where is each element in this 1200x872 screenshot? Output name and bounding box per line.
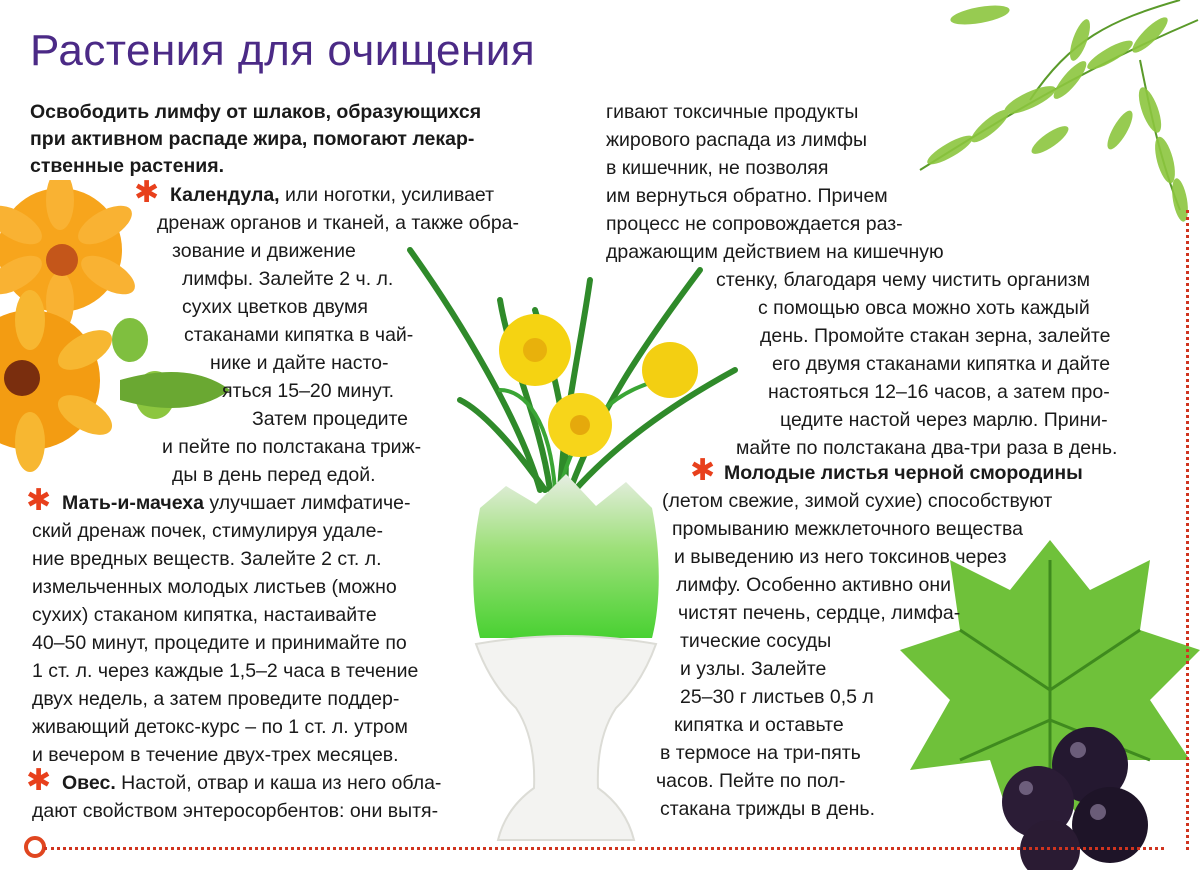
calendula-line: зование и движение (172, 240, 356, 262)
intro-line: Освободить лимфу от шлаков, образующихся (30, 101, 482, 123)
coltsfoot-line: живающий детокс-курс – по 1 ст. л. утром (32, 716, 408, 738)
oats-continuation-line: настояться 12–16 часов, а затем про- (768, 381, 1110, 403)
coltsfoot-line: измельченных молодых листьев (можно (32, 576, 397, 598)
oats-continuation-line: день. Промойте стакан зерна, залейте (760, 325, 1111, 347)
ring-ornament-icon (24, 836, 46, 858)
coltsfoot-line: ние вредных веществ. Залейте 2 ст. л. (32, 548, 382, 570)
oat-spikelet-icon (880, 0, 1200, 240)
calendula-line: ды в день перед едой. (172, 464, 376, 486)
oats-text: Настой, отвар и каша из него обла- (115, 772, 442, 794)
calendula-line: стаканами кипятка в чай- (184, 324, 414, 346)
oats-continuation-line: им вернуться обратно. Причем (606, 185, 888, 207)
bottom-dotted-divider (44, 847, 1164, 850)
calendula-line: нике и дайте насто- (210, 352, 389, 374)
oats-continuation-line: жирового распада из лимфы (606, 129, 868, 151)
currant-line: 25–30 г листьев 0,5 л (680, 686, 874, 708)
coltsfoot-line: 40–50 минут, процедите и принимайте по (32, 632, 407, 654)
oats-continuation-line: стенку, благодаря чему чистить организм (716, 269, 1091, 291)
currant-line: тические сосуды (680, 630, 832, 652)
bullet-star-icon: ✱ (690, 454, 716, 487)
bullet-star-icon: ✱ (26, 764, 52, 797)
calendula-line: и пейте по полстакана триж- (162, 436, 422, 458)
coltsfoot-line: и вечером в течение двух-трех месяцев. (32, 744, 399, 766)
oats-continuation-line: его двумя стаканами кипятка и дайте (772, 353, 1111, 375)
right-dotted-divider (1186, 210, 1189, 850)
oats-line: дают свойством энтеросорбентов: они вытя- (32, 800, 439, 822)
calendula-line: сухих цветков двумя (182, 296, 368, 318)
dandelion-bouquet-icon (400, 240, 740, 500)
calendula-heading: Календула, (170, 184, 280, 206)
calendula-line: Затем процедите (252, 408, 409, 430)
calendula-line: яться 15–20 минут. (222, 380, 395, 402)
calendula-first-line (170, 182, 494, 208)
currant-line: стакана трижды в день. (660, 798, 876, 820)
currant-line: кипятка и оставьте (674, 714, 844, 736)
oats-continuation-line: дражающим действием на кишечную (606, 241, 944, 263)
oats-continuation-line: в кишечник, не позволяя (606, 157, 829, 179)
coltsfoot-line: 1 ст. л. через каждые 1,5–2 часа в течение (32, 660, 419, 682)
coltsfoot-text: улучшает лимфатиче- (203, 492, 411, 514)
page-title: Растения для очищения (30, 26, 536, 75)
currant-line: в термосе на три-пять (660, 742, 861, 764)
oats-continuation-line: с помощью овса можно хоть каждый (758, 297, 1090, 319)
calendula-line: лимфы. Залейте 2 ч. л. (182, 268, 394, 290)
coltsfoot-heading: Мать-и-мачеха (62, 492, 204, 514)
intro-line: ственные растения. (30, 155, 225, 177)
coltsfoot-first-line (62, 490, 411, 516)
oats-continuation-line: гивают токсичные продукты (606, 101, 859, 123)
oats-continuation-line: процесс не сопровождается раз- (606, 213, 903, 235)
currant-line: (летом свежие, зимой сухие) способствуют (662, 490, 1053, 512)
bullet-star-icon: ✱ (26, 484, 52, 517)
currant-line: промыванию межклеточного вещества (672, 518, 1023, 540)
currant-line: и выведению из него токсинов через (674, 546, 1007, 568)
calendula-line: дренаж органов и тканей, а также обра- (157, 212, 519, 234)
egg-cup-icon (466, 468, 666, 848)
currant-line: часов. Пейте по пол- (656, 770, 846, 792)
bullet-star-icon: ✱ (134, 176, 160, 209)
intro-line: при активном распаде жира, помогают лекар- (30, 128, 475, 150)
currant-line: и узлы. Залейте (680, 658, 827, 680)
currant-line: лимфу. Особенно активно они (676, 574, 952, 596)
coltsfoot-line: ский дренаж почек, стимулируя удале- (32, 520, 383, 542)
currant-line: чистят печень, сердце, лимфа- (678, 602, 961, 624)
coltsfoot-line: сухих) стаканом кипятка, настаивайте (32, 604, 377, 626)
calendula-text: или ноготки, усиливает (279, 184, 495, 206)
oats-first-line (62, 770, 441, 796)
coltsfoot-line: двух недель, а затем проведите поддер- (32, 688, 400, 710)
oats-continuation-line: цедите настой через марлю. Прини- (780, 409, 1108, 431)
oats-continuation-line: майте по полстакана два-три раза в день. (736, 437, 1118, 459)
oats-heading: Овес. (62, 772, 116, 794)
currant-heading: Молодые листья черной смородины (724, 462, 1083, 484)
